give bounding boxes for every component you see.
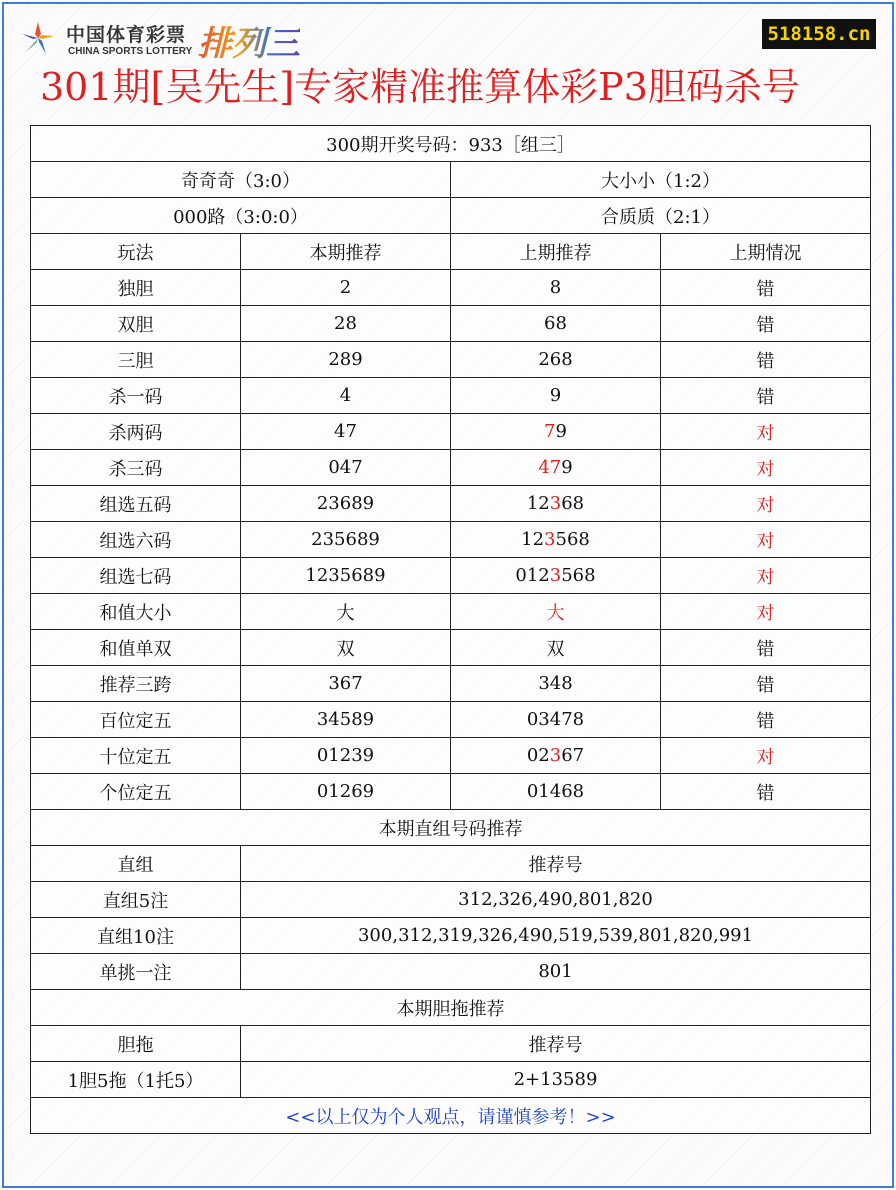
prev-digits: 568 <box>555 529 590 550</box>
play-type: 组选六码 <box>31 522 241 558</box>
previous-result: 对 <box>661 486 871 522</box>
summary-row-1 <box>31 162 871 198</box>
prediction-table <box>30 125 871 1134</box>
last-draw-number: 300期开奖号码：933［组三］ <box>31 126 871 162</box>
current-pick: 1235689 <box>241 558 451 594</box>
play-type: 十位定五 <box>31 738 241 774</box>
dantuo-col-left: 胆拖 <box>31 1026 241 1062</box>
previous-pick <box>451 738 661 774</box>
prev-digits: 03478 <box>526 709 585 730</box>
prev-digits: 348 <box>538 673 573 694</box>
summary-row-2 <box>31 198 871 234</box>
previous-result: 错 <box>661 342 871 378</box>
prediction-row <box>31 270 871 306</box>
dantuo-section-title-row <box>31 990 871 1026</box>
prediction-row <box>31 378 871 414</box>
direct-col-right: 推荐号 <box>241 846 871 882</box>
prediction-row <box>31 594 871 630</box>
play-type: 百位定五 <box>31 702 241 738</box>
prev-digits: 012 <box>515 565 550 586</box>
previous-pick <box>451 450 661 486</box>
hit-digits: 7 <box>544 421 556 442</box>
big-small-pattern: 大小小（1:2） <box>451 162 871 198</box>
prev-digits: 02 <box>526 745 550 766</box>
previous-pick <box>451 306 661 342</box>
prev-digits: 67 <box>561 745 585 766</box>
direct-label: 单挑一注 <box>31 954 241 990</box>
previous-result: 对 <box>661 522 871 558</box>
previous-result: 对 <box>661 414 871 450</box>
direct-row <box>31 954 871 990</box>
page-title: 301期[吴先生]专家精准推算体彩P3胆码杀号 <box>40 65 800 109</box>
play-type: 独胆 <box>31 270 241 306</box>
current-pick: 28 <box>241 306 451 342</box>
dantuo-label: 1胆5拖（1托5） <box>31 1062 241 1098</box>
prev-digits: 9 <box>555 421 567 442</box>
prev-digits: 12 <box>526 493 550 514</box>
odd-even-pattern: 奇奇奇（3:0） <box>31 162 451 198</box>
previous-result: 对 <box>661 738 871 774</box>
prev-digits: 9 <box>549 385 562 406</box>
direct-label: 直组5注 <box>31 882 241 918</box>
previous-result: 对 <box>661 594 871 630</box>
previous-pick <box>451 522 661 558</box>
dantuo-header-row <box>31 1026 871 1062</box>
dantuo-section-title: 本期胆拖推荐 <box>31 990 871 1026</box>
hit-digits: 47 <box>538 457 562 478</box>
hit-digits: 大 <box>546 602 565 624</box>
previous-pick <box>451 774 661 810</box>
prev-digits: 68 <box>544 313 567 334</box>
current-pick: 047 <box>241 450 451 486</box>
previous-result: 错 <box>661 378 871 414</box>
current-pick: 23689 <box>241 486 451 522</box>
hit-digits: 3 <box>549 745 562 766</box>
hit-digits: 3 <box>549 565 562 586</box>
site-badge[interactable]: 518158.cn <box>762 19 876 49</box>
direct-numbers: 300,312,319,326,490,519,539,801,820,991 <box>241 918 871 954</box>
direct-row <box>31 882 871 918</box>
previous-pick <box>451 558 661 594</box>
previous-result: 错 <box>661 270 871 306</box>
play-type: 推荐三跨 <box>31 666 241 702</box>
direct-numbers: 312,326,490,801,820 <box>241 882 871 918</box>
prediction-row <box>31 414 871 450</box>
summary-draw-row <box>31 126 871 162</box>
current-pick: 01269 <box>241 774 451 810</box>
previous-result: 错 <box>661 702 871 738</box>
previous-pick <box>451 666 661 702</box>
previous-pick <box>451 414 661 450</box>
footer-row <box>31 1098 871 1134</box>
road-pattern: 000路（3:0:0） <box>31 198 451 234</box>
previous-result: 错 <box>661 774 871 810</box>
previous-result: 对 <box>661 450 871 486</box>
prev-digits: 9 <box>561 457 573 478</box>
dantuo-numbers: 2+13589 <box>241 1062 871 1098</box>
brand-cn: 中国体育彩票 <box>66 24 187 46</box>
play-type: 和值单双 <box>31 630 241 666</box>
previous-pick <box>451 630 661 666</box>
prediction-row <box>31 702 871 738</box>
current-pick: 01239 <box>241 738 451 774</box>
col-header-current: 本期推荐 <box>241 234 451 270</box>
previous-result: 错 <box>661 306 871 342</box>
play-type: 个位定五 <box>31 774 241 810</box>
col-header-prev: 上期推荐 <box>451 234 661 270</box>
prediction-row <box>31 306 871 342</box>
direct-section-title: 本期直组号码推荐 <box>31 810 871 846</box>
prev-digits: 68 <box>561 493 585 514</box>
prev-digits: 8 <box>549 277 562 298</box>
previous-pick <box>451 702 661 738</box>
previous-result: 对 <box>661 558 871 594</box>
current-pick: 367 <box>241 666 451 702</box>
direct-numbers: 801 <box>241 954 871 990</box>
current-pick: 2 <box>241 270 451 306</box>
play-type: 和值大小 <box>31 594 241 630</box>
prediction-row <box>31 774 871 810</box>
sports-lottery-logo-icon <box>18 18 58 58</box>
previous-pick <box>451 342 661 378</box>
prev-digits: 568 <box>561 565 596 586</box>
current-pick: 289 <box>241 342 451 378</box>
prev-digits: 双 <box>546 638 565 660</box>
prediction-row <box>31 666 871 702</box>
direct-header-row <box>31 846 871 882</box>
prediction-row <box>31 450 871 486</box>
current-pick: 双 <box>241 630 451 666</box>
col-header-play: 玩法 <box>31 234 241 270</box>
prev-digits: 268 <box>538 349 573 370</box>
play-type: 杀两码 <box>31 414 241 450</box>
previous-result: 错 <box>661 666 871 702</box>
play-type: 杀三码 <box>31 450 241 486</box>
direct-row <box>31 918 871 954</box>
current-pick: 大 <box>241 594 451 630</box>
prediction-row <box>31 738 871 774</box>
previous-pick <box>451 270 661 306</box>
current-pick: 47 <box>241 414 451 450</box>
hit-digits: 3 <box>549 493 562 514</box>
direct-col-left: 直组 <box>31 846 241 882</box>
previous-pick <box>451 594 661 630</box>
prime-composite-pattern: 合质质（2:1） <box>451 198 871 234</box>
current-pick: 235689 <box>241 522 451 558</box>
play-type: 三胆 <box>31 342 241 378</box>
previous-result: 错 <box>661 630 871 666</box>
play-type: 杀一码 <box>31 378 241 414</box>
prediction-row <box>31 342 871 378</box>
previous-pick <box>451 378 661 414</box>
col-header-result: 上期情况 <box>661 234 871 270</box>
brand-p3-logo: 排列三 <box>198 16 300 65</box>
play-type: 组选七码 <box>31 558 241 594</box>
previous-pick <box>451 486 661 522</box>
direct-section-title-row <box>31 810 871 846</box>
dantuo-col-right: 推荐号 <box>241 1026 871 1062</box>
hit-digits: 3 <box>544 529 556 550</box>
play-type: 组选五码 <box>31 486 241 522</box>
brand-en: CHINA SPORTS LOTTERY <box>68 46 193 57</box>
direct-label: 直组10注 <box>31 918 241 954</box>
current-pick: 34589 <box>241 702 451 738</box>
disclaimer-text: <<以上仅为个人观点，请谨慎参考！>> <box>31 1098 871 1134</box>
prev-digits: 01468 <box>526 781 585 802</box>
play-type: 双胆 <box>31 306 241 342</box>
prediction-row <box>31 630 871 666</box>
dantuo-row <box>31 1062 871 1098</box>
column-header-row <box>31 234 871 270</box>
prediction-row <box>31 486 871 522</box>
prediction-row <box>31 522 871 558</box>
prev-digits: 12 <box>521 529 545 550</box>
prediction-row <box>31 558 871 594</box>
header <box>0 0 896 120</box>
current-pick: 4 <box>241 378 451 414</box>
